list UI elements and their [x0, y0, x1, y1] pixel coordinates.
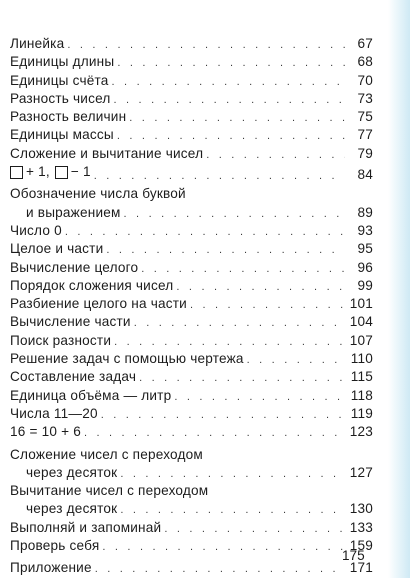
toc-entry-page: 77	[357, 127, 373, 143]
leader-dots	[117, 127, 345, 145]
toc-entry-title: Вычисление целого	[10, 259, 139, 275]
toc-entry[interactable]	[10, 519, 373, 537]
toc-entry-page: 73	[357, 90, 373, 106]
toc-entry[interactable]	[10, 53, 373, 71]
leader-dots	[176, 278, 345, 296]
leader-dots	[129, 109, 345, 127]
toc-entry-page: 101	[349, 296, 373, 312]
toc-entry-title: Проверь себя	[10, 538, 100, 554]
toc-entry-page: 127	[349, 464, 373, 480]
toc-entry[interactable]	[10, 446, 373, 464]
leader-dots	[134, 314, 344, 332]
toc-entry-title-continued: и выражением	[26, 204, 121, 220]
toc-entry-page: 79	[357, 145, 373, 161]
empty-box-icon	[55, 166, 68, 179]
leader-dots	[120, 465, 343, 483]
leader-dots	[247, 351, 345, 369]
toc-entry-title: Сложение чисел с переходом	[10, 446, 203, 462]
toc-entry-page: 93	[357, 222, 373, 238]
toc-entry-title: Вычитание чисел с переходом	[10, 483, 209, 499]
leader-dots	[101, 406, 345, 424]
toc-entry[interactable]	[10, 482, 373, 500]
toc-entry-title: 16 = 10 + 6	[10, 424, 81, 440]
toc-entry-title: Единицы массы	[10, 127, 114, 143]
leader-dots	[141, 260, 345, 278]
toc-entry[interactable]	[10, 423, 373, 441]
toc-entry-page: 123	[349, 424, 373, 440]
toc-entry[interactable]	[10, 204, 373, 222]
toc-entry-page: 119	[350, 405, 373, 421]
toc-entry[interactable]	[10, 90, 373, 108]
toc-entry[interactable]	[10, 126, 373, 144]
toc-entry[interactable]	[10, 185, 373, 203]
leader-dots	[114, 333, 344, 351]
leader-dots	[164, 520, 343, 538]
toc-entry[interactable]	[10, 277, 373, 295]
toc-entry-page: 99	[357, 277, 373, 293]
leader-dots	[102, 538, 343, 556]
toc-entry-title: Единицы длины	[10, 54, 115, 70]
toc-entry[interactable]	[10, 464, 373, 482]
leader-dots	[117, 54, 345, 72]
toc-entry-formula	[10, 163, 94, 181]
toc-entry-page: 89	[357, 204, 373, 220]
toc-entry[interactable]	[10, 35, 373, 53]
toc-entry[interactable]	[10, 350, 373, 368]
toc-entry[interactable]	[10, 405, 373, 423]
toc-entry-title: Порядок сложения чисел	[10, 277, 174, 293]
toc-entry[interactable]	[10, 368, 373, 386]
leader-dots	[67, 36, 345, 54]
toc-entry-title: Целое и части	[10, 241, 104, 257]
toc-entry-page: 104	[349, 314, 373, 330]
empty-box-icon	[10, 166, 23, 179]
toc-entry-title: Единица объёма — литр	[10, 387, 172, 403]
toc-entry-page: 96	[357, 259, 373, 275]
leader-dots	[206, 146, 345, 164]
page-edge-shadow	[388, 0, 410, 578]
toc-entry[interactable]	[10, 163, 373, 181]
toc-entry-page: 130	[349, 501, 373, 517]
toc-entry[interactable]	[10, 145, 373, 163]
toc-entry-title: Линейка	[10, 36, 65, 51]
leader-dots	[174, 388, 344, 406]
toc-entry-title-continued: через десяток	[26, 464, 118, 480]
page-number: 175	[342, 548, 365, 563]
toc-entry[interactable]	[10, 559, 373, 577]
leader-dots	[190, 296, 344, 314]
toc-entry[interactable]	[10, 387, 373, 405]
toc-entry[interactable]	[10, 240, 373, 258]
toc-entry-title: Составление задач	[10, 369, 137, 385]
toc-entry-title: Числа 11—20	[10, 405, 98, 421]
toc-entry-page: 110	[350, 351, 373, 367]
toc-entry-page: 84	[357, 166, 373, 182]
toc-entry[interactable]	[10, 313, 373, 331]
leader-dots	[139, 369, 345, 387]
toc-entry-title-continued: через десяток	[26, 501, 118, 517]
toc-entry-page: 75	[357, 109, 373, 125]
toc-entry-title: Разность чисел	[10, 90, 111, 106]
toc-entry-title: Сложение и вычитание чисел	[10, 145, 204, 161]
toc-entry[interactable]	[10, 332, 373, 350]
toc-entry-page: 133	[349, 519, 373, 535]
leader-dots	[120, 501, 343, 519]
toc-entry-title: Разность величин	[10, 109, 127, 125]
table-of-contents	[10, 35, 373, 578]
toc-entry-page: 67	[357, 36, 373, 51]
toc-entry-title: Единицы счёта	[10, 72, 109, 88]
leader-dots	[94, 167, 345, 185]
toc-entry-page: 68	[357, 54, 373, 70]
toc-entry[interactable]	[10, 222, 373, 240]
toc-entry[interactable]	[10, 295, 373, 313]
toc-entry-page: 171	[349, 560, 373, 576]
formula-minus-one: − 1	[70, 164, 91, 180]
toc-entry-title: Обозначение числа буквой	[10, 186, 186, 202]
toc-entry-title: Вычисление части	[10, 314, 131, 330]
toc-entry[interactable]	[10, 108, 373, 126]
toc-entry[interactable]	[10, 72, 373, 90]
toc-entry-title: Выполняй и запоминай	[10, 519, 162, 535]
toc-entry-page: 159	[349, 538, 373, 554]
toc-entry[interactable]	[10, 259, 373, 277]
toc-entry-title: Поиск разности	[10, 332, 112, 348]
leader-dots	[95, 560, 344, 578]
toc-entry-page: 107	[349, 332, 373, 348]
leader-dots	[106, 241, 345, 259]
leader-dots	[65, 223, 345, 241]
toc-entry-title: Приложение	[10, 560, 92, 576]
leader-dots	[84, 424, 344, 442]
toc-entry-page: 95	[357, 241, 373, 257]
toc-entry-page: 70	[357, 72, 373, 88]
toc-entry-title: Решение задач с помощью чертежа	[10, 351, 244, 367]
toc-entry-page: 115	[350, 369, 373, 385]
leader-dots	[112, 73, 345, 91]
leader-dots	[114, 91, 345, 109]
toc-entry[interactable]	[10, 500, 373, 518]
toc-entry[interactable]	[10, 537, 373, 555]
toc-entry-title: Разбиение целого на части	[10, 296, 187, 312]
toc-entry-page: 118	[350, 387, 373, 403]
leader-dots	[124, 205, 345, 223]
toc-entry-title: Число 0	[10, 222, 62, 238]
formula-plus-one: + 1,	[26, 164, 50, 180]
